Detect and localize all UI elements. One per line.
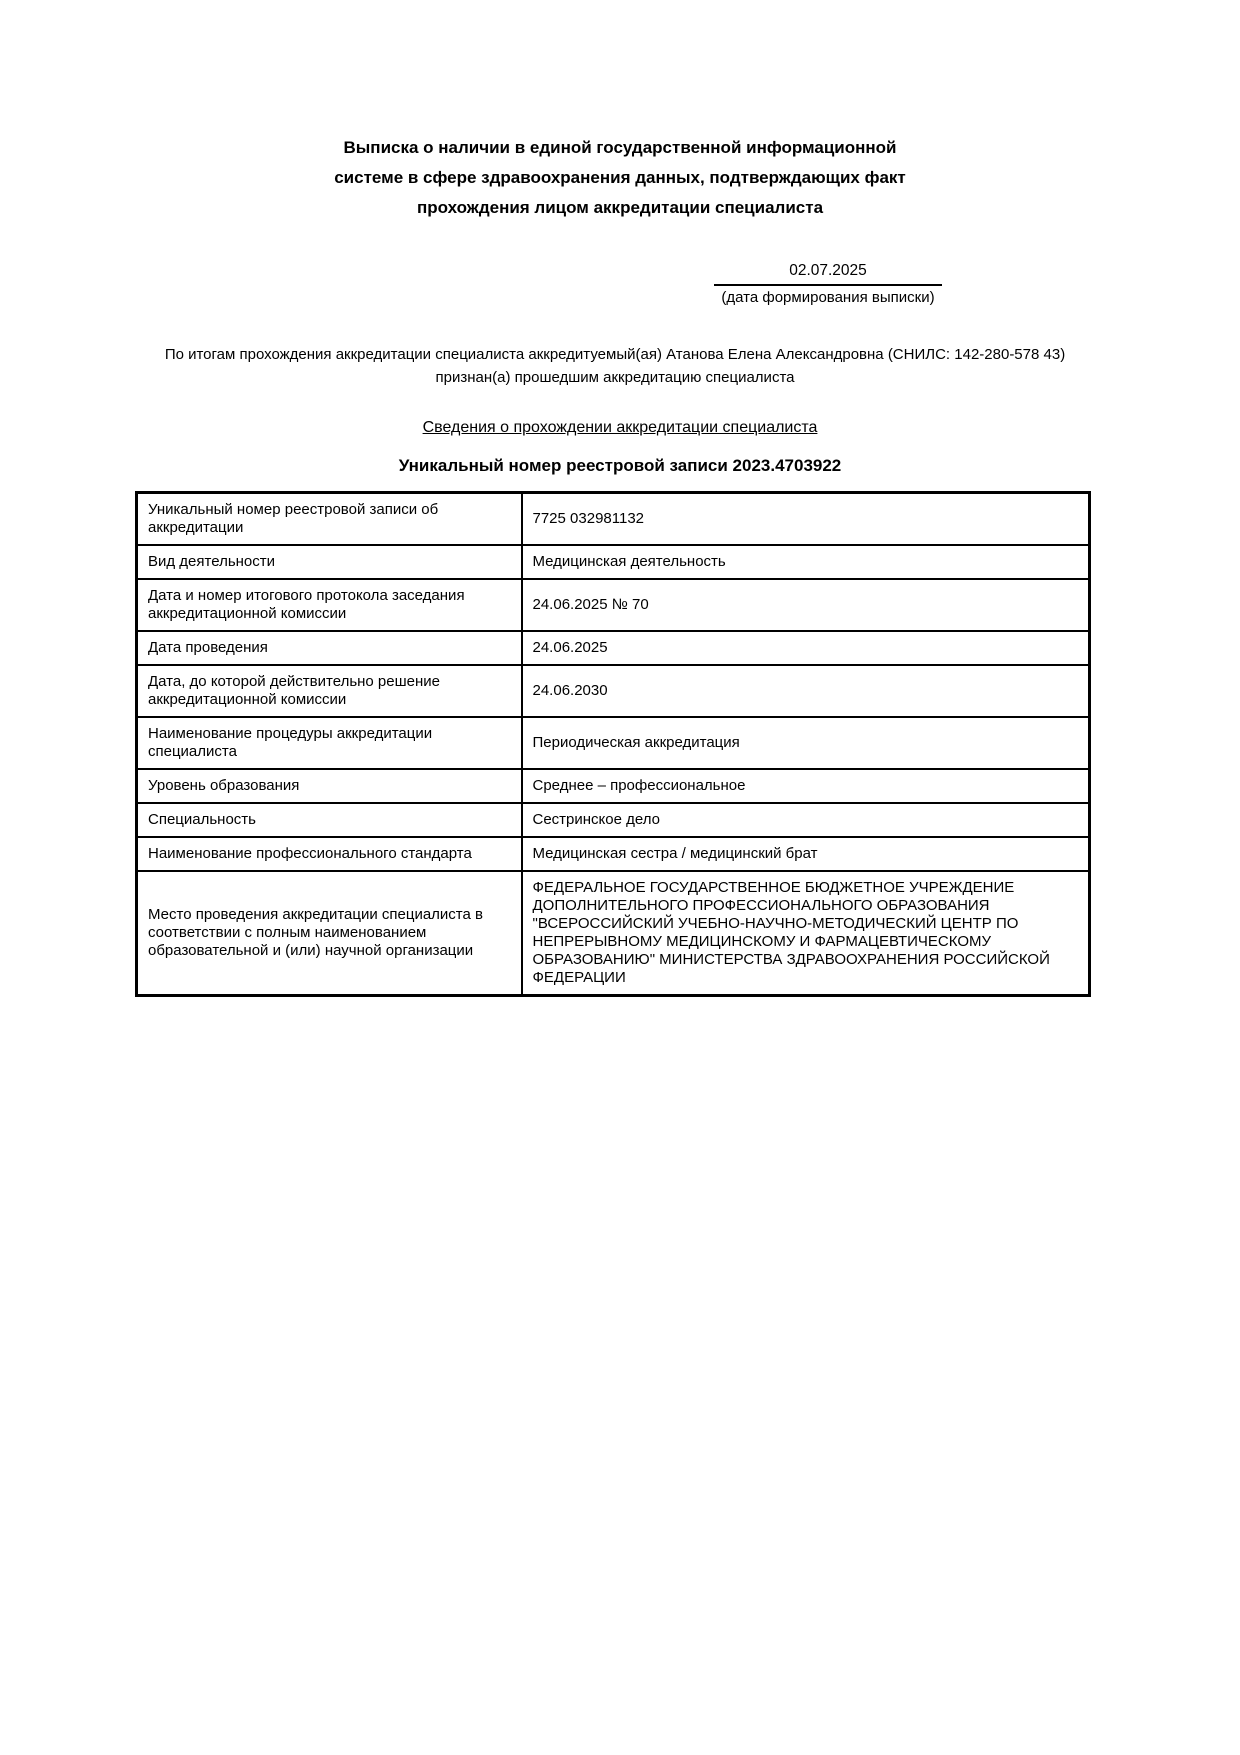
row-label: Наименование процедуры аккредитации специалиста [137,717,522,769]
document-title-line: Выписка о наличии в единой государственной информационной [343,138,897,157]
document-title-line: системе в сфере здравоохранения данных, подтверждающих факт [334,168,906,187]
row-value: 7725 032981132 [522,493,1090,546]
table-row [137,803,1090,837]
row-value: Медицинская сестра / медицинский брат [522,837,1090,871]
row-label: Место проведения аккредитации специалиста в соответствии с полным наименованием образовательной и (или) научной организации [137,871,522,996]
table-row [137,665,1090,717]
table-row [137,871,1090,996]
table-row [137,545,1090,579]
row-label: Уровень образования [137,769,522,803]
document-title [0,0,1240,223]
row-label: Дата и номер итогового протокола заседания аккредитационной комиссии [137,579,522,631]
row-label: Специальность [137,803,522,837]
table-row [137,493,1090,546]
row-value: ФЕДЕРАЛЬНОЕ ГОСУДАРСТВЕННОЕ БЮДЖЕТНОЕ УЧРЕЖДЕНИЕ ДОПОЛНИТЕЛЬНОГО ПРОФЕССИОНАЛЬНОГО ОБРАЗОВАНИЯ "ВСЕРОССИЙСКИЙ УЧЕБНО-НАУЧНО-МЕТОДИЧЕСКИЙ ЦЕНТР ПО НЕПРЕРЫВНОМУ МЕДИЦИНСКОМУ И ФАРМАЦЕВТИЧЕСКОМУ ОБРАЗОВАНИЮ" МИНИСТЕРСТВА ЗДРАВООХРАНЕНИЯ РОССИЙСКОЙ ФЕДЕРАЦИИ [522,871,1090,996]
row-value: Периодическая аккредитация [522,717,1090,769]
row-label: Вид деятельности [137,545,522,579]
formation-date: 02.07.2025 [714,262,942,286]
row-value: 24.06.2030 [522,665,1090,717]
table-row [137,579,1090,631]
document-title-line: прохождения лицом аккредитации специалиста [416,198,824,217]
row-value: 24.06.2025 [522,631,1090,665]
formation-date-block [714,262,942,306]
section-heading: Сведения о прохождении аккредитации специалиста [422,419,818,436]
table-row [137,631,1090,665]
row-value: Среднее – профессиональное [522,769,1090,803]
table-row [137,837,1090,871]
row-value: Медицинская деятельность [522,545,1090,579]
table-row [137,717,1090,769]
intro-paragraph: По итогам прохождения аккредитации специалиста аккредитуемый(ая) Атанова Елена Александровна (СНИЛС: 142-280-578 43) признан(а) прошедшим аккредитацию специалиста [164,346,1066,386]
formation-date-caption: (дата формирования выписки) [721,289,935,306]
row-label: Дата проведения [137,631,522,665]
accreditation-table [135,491,1091,997]
table-row [137,769,1090,803]
registry-record-heading: Уникальный номер реестровой записи 2023.4703922 [398,456,842,475]
row-value: 24.06.2025 № 70 [522,579,1090,631]
row-label: Дата, до которой действительно решение аккредитационной комиссии [137,665,522,717]
row-label: Наименование профессионального стандарта [137,837,522,871]
accreditation-table-body [137,493,1090,996]
row-value: Сестринское дело [522,803,1090,837]
row-label: Уникальный номер реестровой записи об аккредитации [137,493,522,546]
